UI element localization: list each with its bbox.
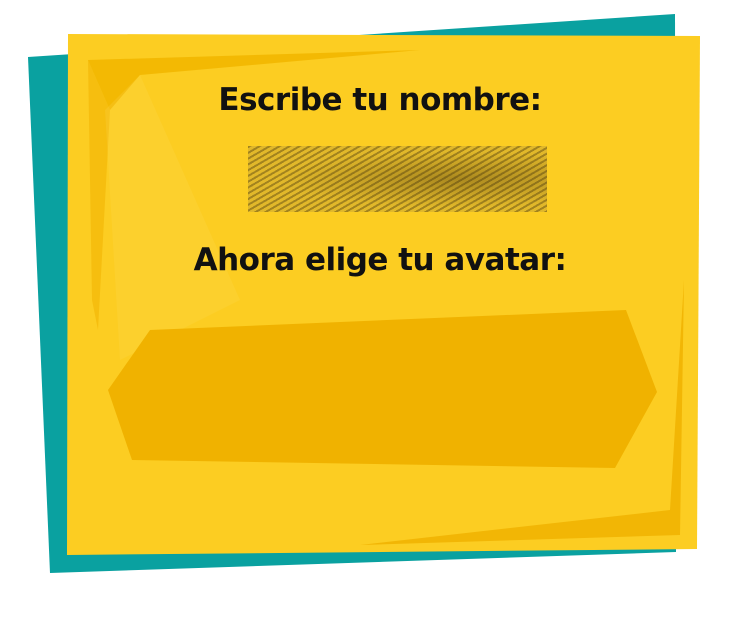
avatar-selection-panel[interactable] bbox=[108, 310, 657, 468]
name-input[interactable] bbox=[248, 146, 547, 212]
name-prompt-title: Escribe tu nombre: bbox=[218, 82, 542, 118]
avatar-prompt-title: Ahora elige tu avatar: bbox=[193, 242, 567, 278]
